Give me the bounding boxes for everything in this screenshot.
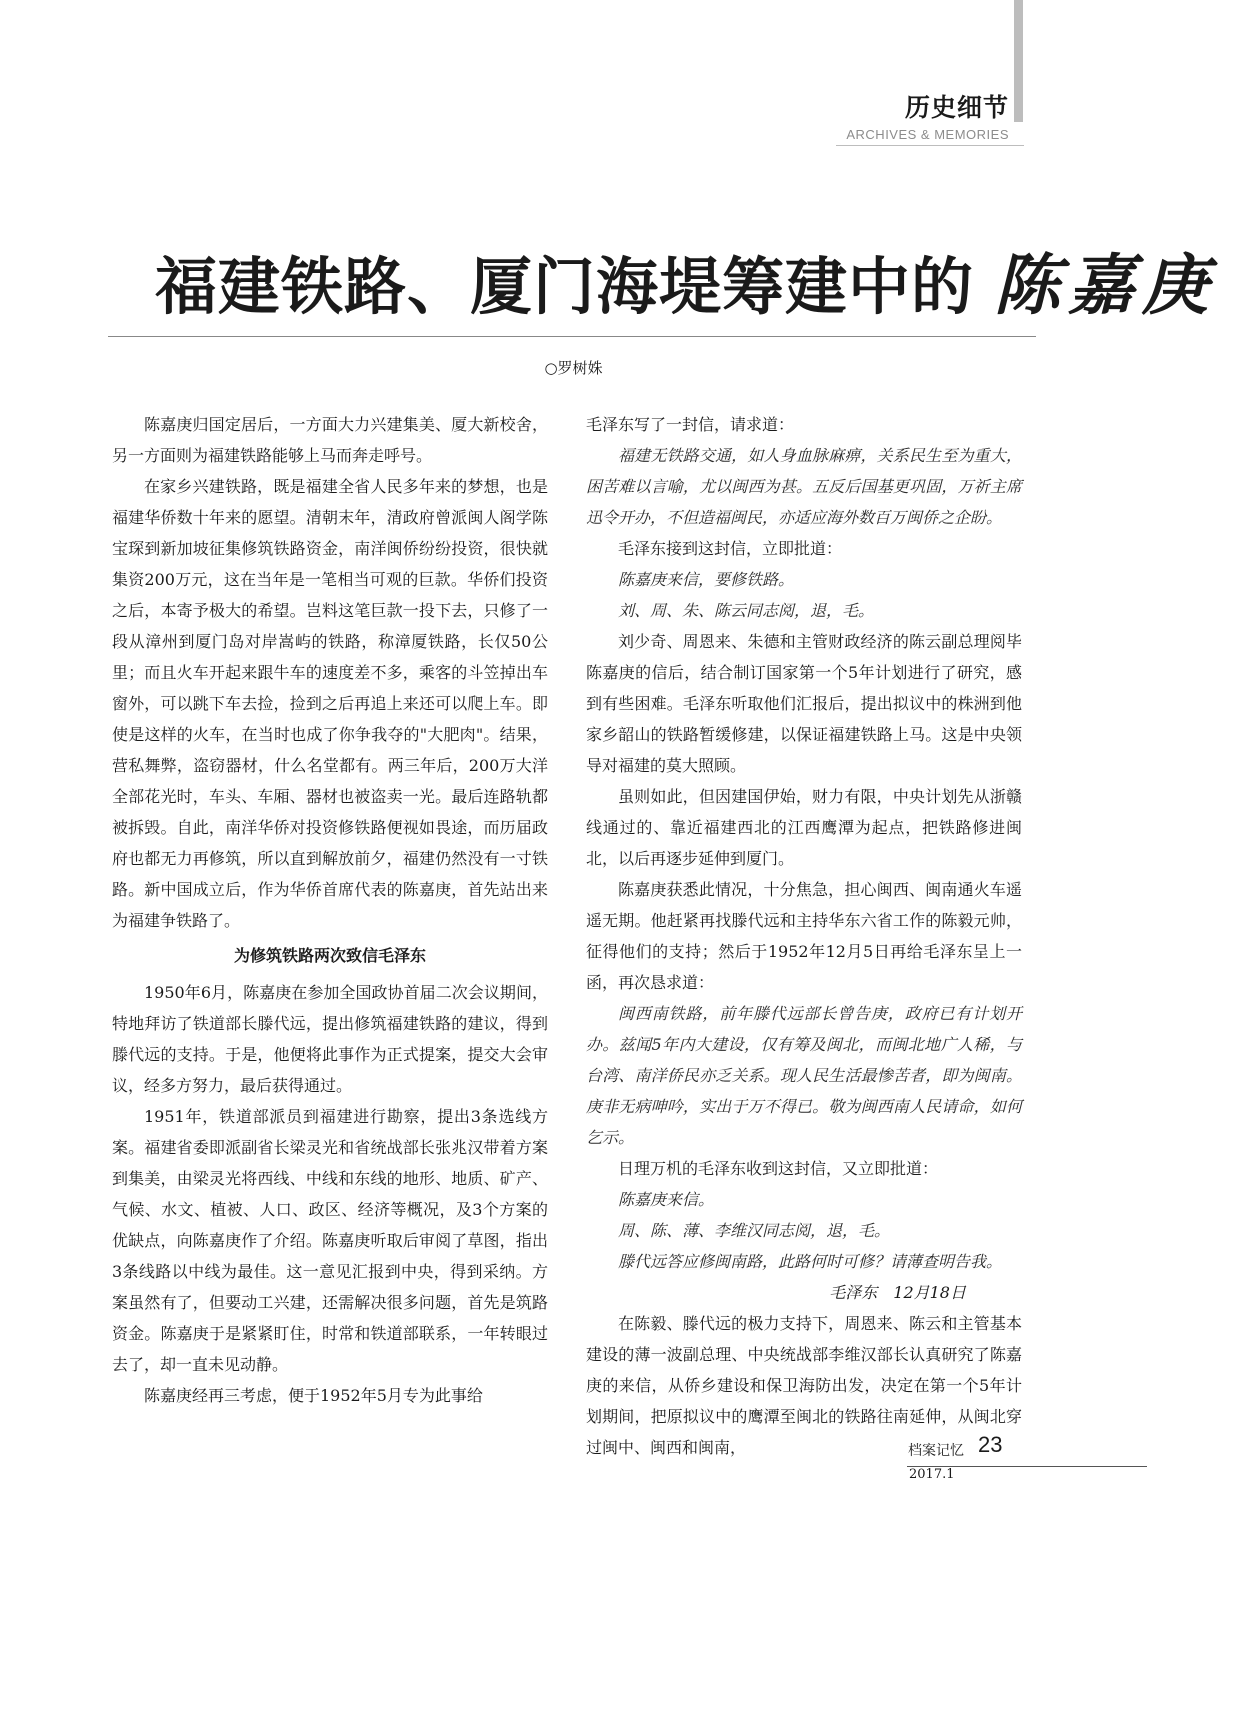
- article-author: ○罗树姝: [544, 359, 603, 377]
- paragraph: 日理万机的毛泽东收到这封信，又立即批道：: [618, 1159, 939, 1178]
- section-divider: [836, 145, 1024, 146]
- header-side-bar: [1014, 0, 1023, 122]
- article-title: [155, 232, 1216, 327]
- quoted-letter: 刘、周、朱、陈云同志阅，退，毛。: [618, 601, 875, 620]
- footer-magazine-name: 档案记忆: [908, 1443, 964, 1459]
- paragraph: 陈嘉庚获悉此情况，十分焦急，担心闽西、闽南通火车遥遥无期。他赶紧再找滕代远和主持华东六省工作的陈毅元帅，征得他们的支持；然后于1952年12月5日再给毛泽东呈上一函，再次恳求道：: [586, 880, 1022, 992]
- left-column: [112, 409, 548, 1411]
- footer-issue: 2017.1: [909, 1467, 955, 1482]
- quoted-letter: 陈嘉庚来信。: [618, 1190, 715, 1209]
- quoted-letter: 陈嘉庚来信，要修铁路。: [618, 570, 795, 589]
- paragraph: 1951年，铁道部派员到福建进行勘察，提出3条选线方案。福建省委即派副省长梁灵光和省统战部长张兆汉带着方案到集美，由梁灵光将西线、中线和东线的地形、地质、矿产、气候、水文、植被、人口、政区、经济等概况，及3个方案的优缺点，向陈嘉庚作了介绍。陈嘉庚听取后审阅了草图，指出3条线路以中线为最佳。这一意见汇报到中央，得到采纳。方案虽然有了，但要动工兴建，还需解决很多问题，首先是筑路资金。陈嘉庚于是紧紧盯住，时常和铁道部联系，一年转眼过去了，却一直未见动静。: [112, 1107, 548, 1374]
- quoted-letter: 闽西南铁路，前年滕代远部长曾告庚，政府已有计划开办。兹闻5年内大建设，仅有筹及闽北，而闽北地广人稀，与台湾、南洋侨民亦乏关系。现人民生活最惨苦者，即为闽南。庚非无病呻吟，实出于万不得已。敬为闽西南人民请命，如何乞示。: [586, 1004, 1022, 1147]
- paragraph: 毛泽东接到这封信，立即批道：: [618, 539, 843, 558]
- paragraph: 1950年6月，陈嘉庚在参加全国政协首届二次会议期间，特地拜访了铁道部长滕代远，提出修筑福建铁路的建议，得到滕代远的支持。于是，他便将此事作为正式提案，提交大会审议，经多方努力，最后获得通过。: [112, 983, 548, 1095]
- signature-line: 毛泽东 12月18日: [829, 1283, 966, 1302]
- quoted-letter: 滕代远答应修闽南路，此路何时可修？请薄查明告我。: [618, 1252, 1003, 1271]
- paragraph: 陈嘉庚归国定居后，一方面大力兴建集美、厦大新校舍，另一方面则为福建铁路能够上马而奔走呼号。: [112, 415, 548, 465]
- section-heading: 为修筑铁路两次致信毛泽东: [233, 946, 426, 965]
- quoted-letter: 周、陈、薄、李维汉同志阅，退，毛。: [618, 1221, 891, 1240]
- article-title-name: 陈嘉庚: [994, 246, 1217, 324]
- paragraph: 毛泽东写了一封信，请求道：: [586, 415, 795, 434]
- paragraph: 刘少奇、周恩来、朱德和主管财政经济的陈云副总理阅毕陈嘉庚的信后，结合制订国家第一个5年计划进行了研究，感到有些困难。毛泽东听取他们汇报后，提出拟议中的株洲到他家乡韶山的铁路暂缓修建，以保证福建铁路上马。这是中央领导对福建的莫大照顾。: [586, 632, 1022, 775]
- section-title: 历史细节: [904, 93, 1009, 122]
- right-column: [586, 409, 1022, 1463]
- paragraph: 陈嘉庚经再三考虑，便于1952年5月专为此事给: [144, 1386, 483, 1405]
- title-divider: [108, 336, 1036, 337]
- paragraph: 在陈毅、滕代远的极力支持下，周恩来、陈云和主管基本建设的薄一波副总理、中央统战部李维汉部长认真研究了陈嘉庚的来信，从侨乡建设和保卫海防出发，决定在第一个5年计划期间，把原拟议中的鹰潭至闽北的铁路往南延伸，从闽北穿过闽中、闽西和闽南，: [586, 1314, 1022, 1457]
- paragraph: 虽则如此，但因建国伊始，财力有限，中央计划先从浙赣线通过的、靠近福建西北的江西鹰潭为起点，把铁路修进闽北，以后再逐步延伸到厦门。: [586, 787, 1022, 868]
- paragraph: 在家乡兴建铁路，既是福建全省人民多年来的梦想，也是福建华侨数十年来的愿望。清朝末年，清政府曾派闽人阁学陈宝琛到新加坡征集修筑铁路资金，南洋闽侨纷纷投资，很快就集资200万元，这在当年是一笔相当可观的巨款。华侨们投资之后，本寄予极大的希望。岂料这笔巨款一投下去，只修了一段从漳州到厦门岛对岸嵩屿的铁路，称漳厦铁路，长仅50公里；而且火车开起来跟牛车的速度差不多，乘客的斗笠掉出车窗外，可以跳下车去捡，捡到之后再追上来还可以爬上车。即使是这样的火车，在当时也成了你争我夺的"大肥肉"。结果，营私舞弊，盗窃器材，什么名堂都有。两三年后，200万大洋全部花光时，车头、车厢、器材也被盗卖一光。最后连路轨都被拆毁。自此，南洋华侨对投资修铁路便视如畏途，而历届政府也都无力再修筑，所以直到解放前夕，福建仍然没有一寸铁路。新中国成立后，作为华侨首席代表的陈嘉庚，首先站出来为福建争铁路了。: [112, 477, 548, 930]
- footer-page-number: 23: [978, 1432, 1003, 1457]
- quoted-letter: 福建无铁路交通，如人身血脉麻痹，关系民生至为重大，困苦难以言喻，尤以闽西为甚。五反后国基更巩固，万祈主席迅令开办，不但造福闽民，亦适应海外数百万闽侨之企盼。: [586, 446, 1022, 527]
- article-title-text: 福建铁路、厦门海堤筹建中的: [155, 250, 975, 323]
- section-subtitle: ARCHIVES & MEMORIES: [846, 127, 1009, 142]
